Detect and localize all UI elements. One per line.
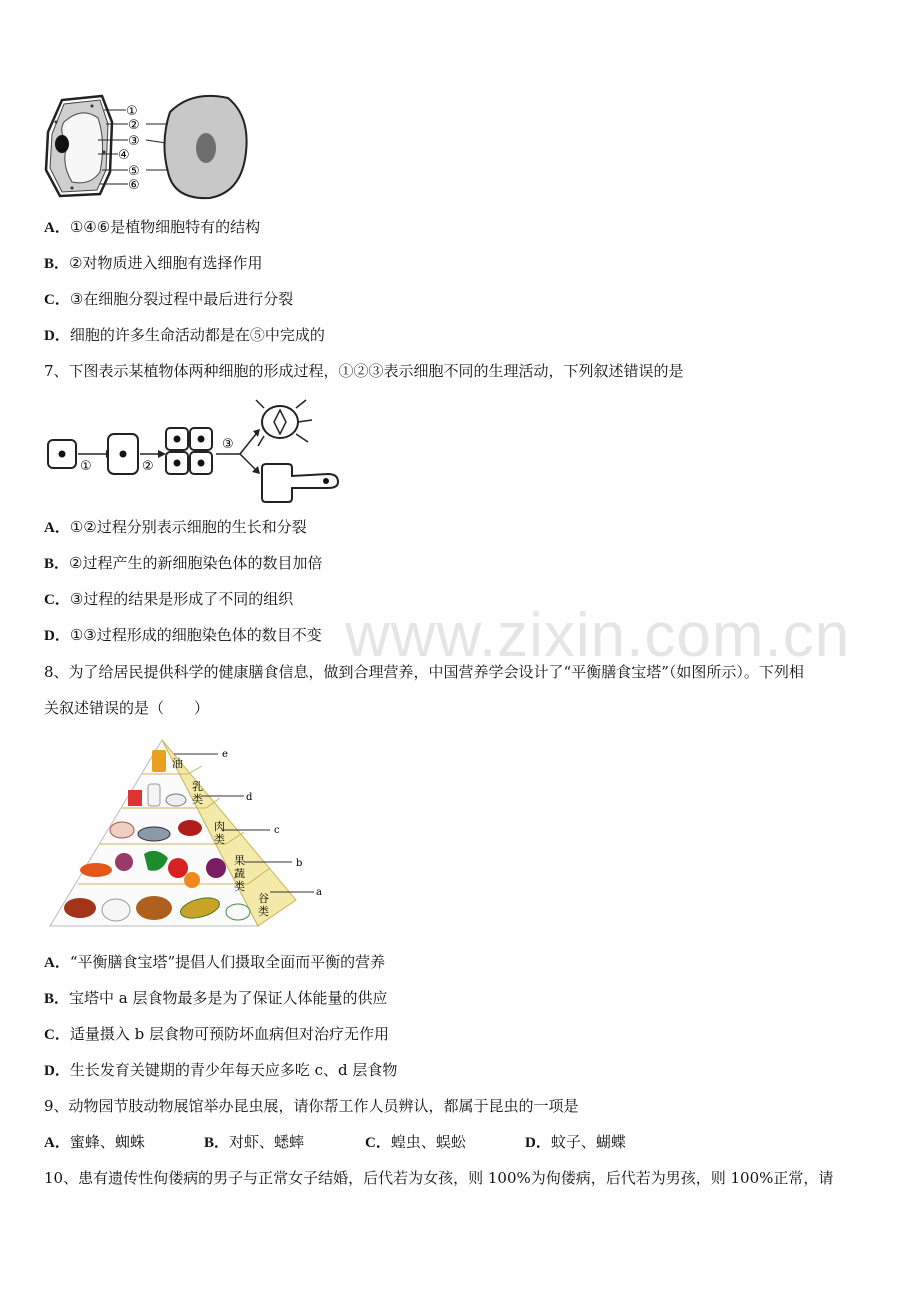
option-text: 对虾、蟋蟀 [229,1133,305,1151]
layer-label-dairy-char: 乳 [192,780,203,793]
option-text: 细胞的许多生命活动都是在⑤中完成的 [69,326,325,344]
cell-label-5: ⑤ [128,164,140,179]
option-text: 蜜蜂、蜘蛛 [69,1133,145,1151]
layer-label-oil: 油 [172,757,183,770]
option-text: “平衡膳食宝塔”提倡人们摄取全面而平衡的营养 [69,953,386,971]
layer-label-fruit-veg-char: 类 [234,880,245,893]
q8-stem-line-2: 关叙述错误的是（ ） [44,699,210,717]
cell-label-4: ④ [118,148,130,163]
q9-option-c[interactable] [365,1132,525,1153]
q6-option-b[interactable] [44,253,262,274]
q8-stem-line-1: 8、为了给居民提供科学的健康膳食信息，做到合理营养，中国营养学会设计了“平衡膳食宝塔”（如图所示）。下列相 [44,663,804,681]
q9-option-a[interactable] [44,1132,204,1153]
q6-option-c[interactable] [44,289,293,310]
option-text: ①③过程形成的细胞染色体的数目不变 [69,626,322,644]
layer-letter-a: a [316,887,322,898]
layer-label-fruit-veg-char: 果 [234,854,245,867]
q6-option-a[interactable] [44,217,260,238]
option-text: ②对物质进入细胞有选择作用 [69,254,263,272]
option-letter: D． [44,328,70,344]
option-letter: B． [44,556,70,572]
option-letter: D． [44,1063,70,1079]
cell-division-diagram [44,396,344,508]
q8-option-b[interactable] [44,988,388,1009]
layer-label-grain-char: 类 [258,905,269,918]
q9-options [44,1132,626,1153]
option-text: 蝗虫、蜈蚣 [390,1133,466,1151]
option-text: 蚊子、蝴蝶 [550,1133,626,1151]
food-pyramid [44,734,334,930]
cell-label-3: ③ [128,134,140,149]
cell-label-2: ② [128,118,140,133]
option-text: ②过程产生的新细胞染色体的数目加倍 [69,554,323,572]
q9-option-d[interactable] [525,1132,626,1153]
q9-stem: 9、动物园节肢动物展馆举办昆虫展，请你帮工作人员辨认，都属于昆虫的一项是 [44,1097,579,1115]
q7-option-a[interactable] [44,517,307,538]
q9-option-b[interactable] [204,1132,365,1153]
option-text: ①④⑥是植物细胞特有的结构 [69,218,261,236]
layer-label-meat-char: 类 [214,833,225,846]
option-letter: C． [44,292,70,308]
q7-option-c[interactable] [44,589,293,610]
option-text: 生长发育关键期的青少年每天应多吃 c、d 层食物 [69,1061,398,1079]
step-1-label: ① [80,459,92,474]
q8-option-d[interactable] [44,1060,397,1081]
option-letter: A． [44,955,70,971]
option-letter: C． [365,1135,391,1151]
q6-option-d[interactable] [44,325,325,346]
cell-label-6: ⑥ [128,178,140,193]
option-letter: D． [44,628,70,644]
option-letter: B． [44,256,70,272]
option-letter: B． [44,991,70,1007]
option-text: ③在细胞分裂过程中最后进行分裂 [69,290,294,308]
layer-label-meat-char: 肉 [214,820,225,833]
layer-label-fruit-veg-char: 蔬 [234,867,245,880]
layer-label-dairy [192,780,203,806]
option-text: 宝塔中 a 层食物最多是为了保证人体能量的供应 [69,989,388,1007]
layer-label-grain-char: 谷 [258,892,269,905]
layer-letter-c: c [274,825,280,836]
option-letter: A． [44,1135,70,1151]
option-text: ①②过程分别表示细胞的生长和分裂 [69,518,307,536]
layer-label-dairy-char: 类 [192,793,203,806]
layer-letter-d: d [246,792,253,803]
cell-diagram [42,92,252,202]
cell-label-1: ① [126,104,138,119]
option-letter: A． [44,520,70,536]
watermark: www.zixin.com.cn [345,601,851,670]
option-letter: C． [44,592,70,608]
layer-letter-b: b [296,858,303,869]
option-letter: B． [204,1135,230,1151]
q7-option-d[interactable] [44,625,322,646]
q10-stem: 10、患有遗传性佝偻病的男子与正常女子结婚，后代若为女孩，则 100%为佝偻病，后代若为男孩，则 100%正常，请 [44,1169,834,1187]
option-letter: D． [525,1135,551,1151]
step-2-label: ② [142,459,154,474]
layer-label-grain [258,892,269,918]
option-letter: C． [44,1027,70,1043]
q7-option-b[interactable] [44,553,322,574]
option-letter: A． [44,220,70,236]
step-3-label: ③ [222,437,234,452]
q8-option-a[interactable] [44,952,385,973]
layer-label-meat [214,820,225,846]
option-text: 适量摄入 b 层食物可预防坏血病但对治疗无作用 [69,1025,389,1043]
q8-option-c[interactable] [44,1024,389,1045]
layer-letter-e: e [222,749,228,760]
option-text: ③过程的结果是形成了不同的组织 [69,590,294,608]
layer-label-fruit-veg [234,854,245,893]
q7-stem: 7、下图表示某植物体两种细胞的形成过程，①②③表示细胞不同的生理活动，下列叙述错误的是 [44,362,684,380]
